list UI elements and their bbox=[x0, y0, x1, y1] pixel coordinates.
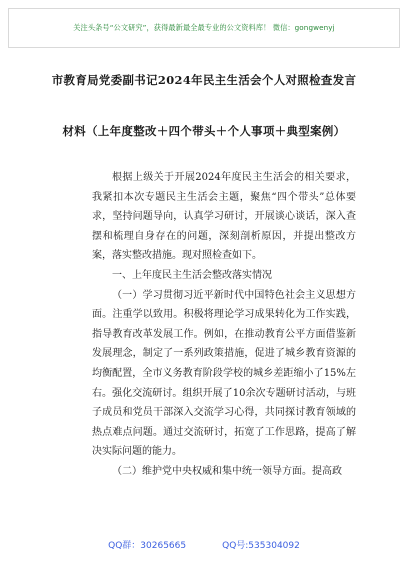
document-title-line-1: 市教育局党委副书记2024年民主生活会个人对照检查发言 bbox=[51, 73, 357, 87]
intro-paragraph: 根据上级关于开展2024年度民主生活会的相关要求，我紧扣本次专题民主生活会主题，聚焦“四个带头”总体要求，坚持问题导向，认真学习研讨，开展谈心谈话，深入查摆和梳理自身存在的问题，深刻剖析原因，并提出整改方案，落实整改措施。现对照检查如下。 bbox=[92, 172, 356, 262]
paragraph-study: （一）学习贯彻习近平新时代中国特色社会主义思想方面。注重学以致用。积极将理论学习成果转化为工作实践，指导教育改革发展工作。例如，在推动教育公平方面借鉴新发展理念，制定了一系列政策措施，促进了城乡教育资源的均衡配置，全市义务教育阶段学校的城乡差距缩小了15%左右。强化交流研讨。组织开展了10余次专题研讨活动，与班子成员和党员干部深入交流学习心得，共同探讨教育领域的热点难点问题。通过交流研讨，拓宽了工作思路，提高了解决实际问题的能力。 bbox=[92, 289, 356, 458]
footer-qq-group: QQ群：30265665 bbox=[108, 541, 187, 551]
footer-qq-number: QQ号:535304092 bbox=[222, 541, 300, 551]
promo-banner bbox=[8, 8, 400, 48]
document-title-line-2: 材料（上年度整改＋四个带头＋个人事项＋典型案例） bbox=[62, 124, 346, 138]
promo-banner-text: 关注头条号“公文研究”，获得最新最全最专业的公文资料库！ 微信：gongwenyj bbox=[73, 23, 335, 32]
footer-contact bbox=[0, 538, 408, 551]
document-body bbox=[92, 168, 356, 482]
section-heading: 一、上年度民主生活会整改落实情况 bbox=[112, 269, 272, 281]
paragraph-authority: （二）维护党中央权威和集中统一领导方面。提高政 bbox=[112, 465, 342, 477]
